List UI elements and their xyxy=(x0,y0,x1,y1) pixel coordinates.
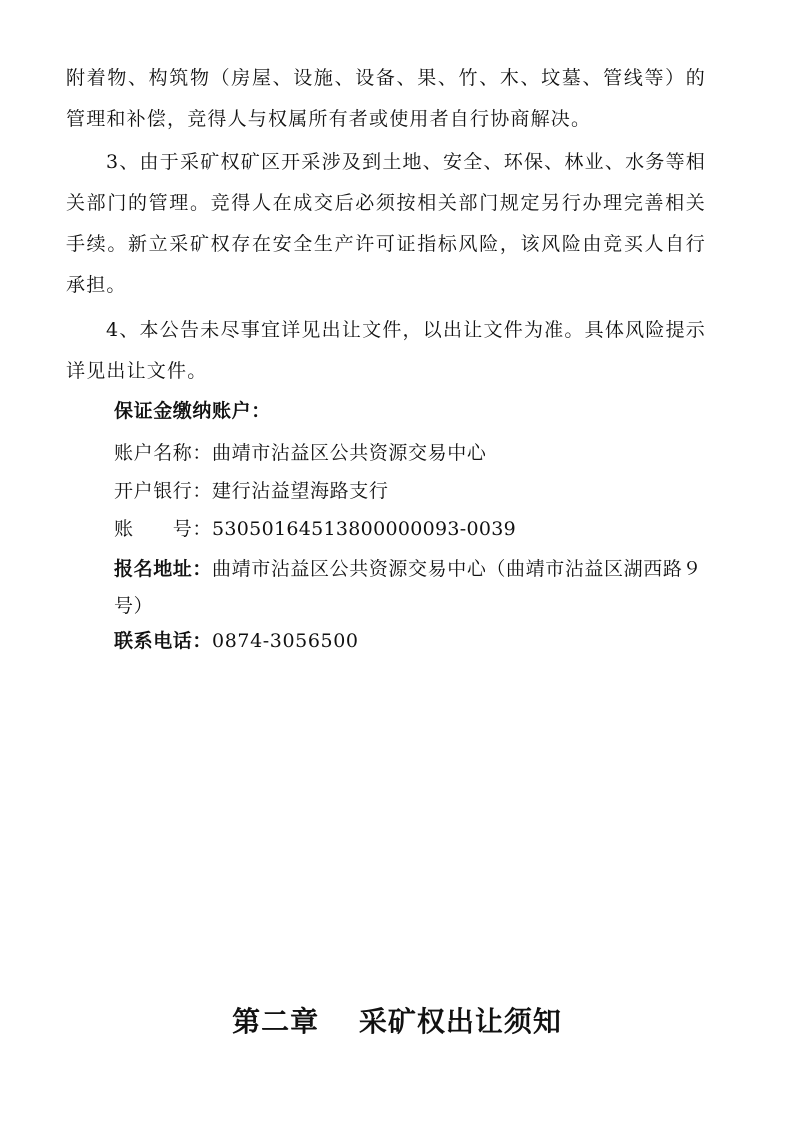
contact-value: 0874-3056500 xyxy=(212,630,359,652)
paragraph-item-3: 3、由于采矿权矿区开采涉及到土地、安全、环保、林业、水务等相关部门的管理。竞得人在成交后必须按相关部门规定另行办理完善相关手续。新立采矿权存在安全生产许可证指标风险，该风险由竞买人自行承担。 xyxy=(66,151,706,296)
account-name-line xyxy=(114,438,486,468)
registration-value: 曲靖市沾益区公共资源交易中心（曲靖市沾益区湖西路９号） xyxy=(114,558,703,617)
paragraph-item-4: 4、本公告未尽事宜详见出让文件，以出让文件为准。具体风险提示详见出让文件。 xyxy=(66,319,706,382)
bank-value: 建行沾益望海路支行 xyxy=(212,480,389,502)
account-number-label: 账 号： xyxy=(114,518,213,540)
bank-label: 开户银行： xyxy=(114,480,213,502)
contact-line xyxy=(114,626,359,656)
account-name-value: 曲靖市沾益区公共资源交易中心 xyxy=(212,442,487,464)
bank-line xyxy=(114,476,388,506)
chapter-title: 第二章 采矿权出让须知 xyxy=(232,1005,562,1038)
account-number-line xyxy=(114,514,516,544)
paragraph-compensation: 附着物、构筑物（房屋、设施、设备、果、竹、木、坟墓、管线等）的管理和补偿，竞得人与权属所有者或使用者自行协商解决。 xyxy=(66,67,706,130)
deposit-heading: 保证金缴纳账户： xyxy=(114,400,271,422)
account-number-value: 53050164513800000093-0039 xyxy=(212,518,517,540)
account-name-label: 账户名称： xyxy=(114,442,213,464)
registration-label: 报名地址： xyxy=(114,558,213,580)
contact-label: 联系电话： xyxy=(114,630,213,652)
registration-address xyxy=(114,551,704,625)
